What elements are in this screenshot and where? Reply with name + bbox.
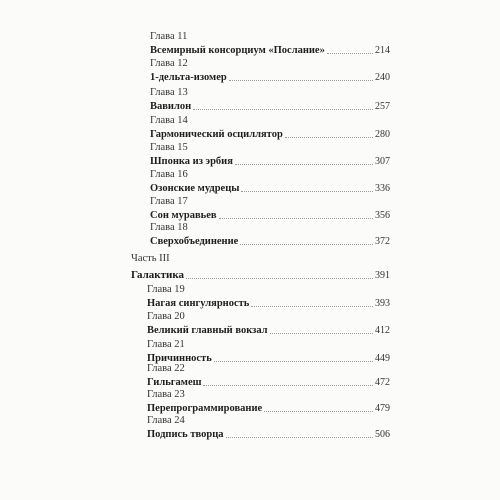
chapter-label: Глава 14 xyxy=(150,115,188,126)
chapter-title: Перепрограммирование xyxy=(147,403,263,414)
page-number: 280 xyxy=(375,129,390,140)
toc-entry-chapter-22[interactable] xyxy=(147,363,390,391)
chapter-title: Гармонический осциллятор xyxy=(150,129,283,140)
chapter-title: Всемирный консорциум «Послание» xyxy=(150,45,325,56)
page-number: 307 xyxy=(375,156,390,167)
page-number: 391 xyxy=(375,270,390,281)
page-number: 393 xyxy=(375,298,390,309)
chapter-label: Глава 22 xyxy=(147,363,185,374)
toc-entry-chapter-12[interactable] xyxy=(150,58,390,86)
toc-entry-chapter-20[interactable] xyxy=(147,311,390,339)
chapter-label: Глава 20 xyxy=(147,311,185,322)
dot-leader xyxy=(327,52,373,54)
dot-leader xyxy=(203,384,373,386)
chapter-title: Подпись творца xyxy=(147,429,224,440)
dot-leader xyxy=(186,277,373,279)
toc-entry-chapter-24[interactable] xyxy=(147,415,390,443)
chapter-label: Глава 11 xyxy=(150,31,188,42)
toc-entry-chapter-17[interactable] xyxy=(150,196,390,224)
chapter-label: Глава 17 xyxy=(150,196,188,207)
chapter-title: Причинность xyxy=(147,353,212,364)
chapter-title: Великий главный вокзал xyxy=(147,325,268,336)
chapter-label: Глава 23 xyxy=(147,389,185,400)
toc-entry-chapter-19[interactable] xyxy=(147,284,390,312)
dot-leader xyxy=(229,79,373,81)
dot-leader xyxy=(240,243,373,245)
dot-leader xyxy=(235,163,373,165)
toc-entry-chapter-15[interactable] xyxy=(150,142,390,170)
dot-leader xyxy=(264,410,373,412)
chapter-title: Сверхобъединение xyxy=(150,236,239,247)
page-number: 336 xyxy=(375,183,390,194)
chapter-label: Глава 18 xyxy=(150,222,188,233)
toc-entry-chapter-13[interactable] xyxy=(150,87,390,115)
page-number: 506 xyxy=(375,429,390,440)
chapter-title: Вавилон xyxy=(150,101,192,112)
page-number: 356 xyxy=(375,210,390,221)
dot-leader xyxy=(285,136,373,138)
part-label: Часть III xyxy=(131,253,170,264)
chapter-label: Глава 19 xyxy=(147,284,185,295)
chapter-label: Глава 12 xyxy=(150,58,188,69)
chapter-label: Глава 13 xyxy=(150,87,188,98)
chapter-label: Глава 24 xyxy=(147,415,185,426)
chapter-title: Сон муравьев xyxy=(150,210,217,221)
page-number: 479 xyxy=(375,403,390,414)
page-number: 472 xyxy=(375,377,390,388)
toc-entry-chapter-18[interactable] xyxy=(150,222,390,250)
page-number: 412 xyxy=(375,325,390,336)
toc-entry-chapter-14[interactable] xyxy=(150,115,390,143)
toc-entry-chapter-11[interactable] xyxy=(150,31,390,59)
part-title: Галактика xyxy=(131,269,185,281)
dot-leader xyxy=(251,305,373,307)
toc-part-3[interactable] xyxy=(131,253,390,283)
page-number: 372 xyxy=(375,236,390,247)
chapter-title: Озонские мудрецы xyxy=(150,183,240,194)
chapter-title: Нагая сингулярность xyxy=(147,298,250,309)
toc-entry-chapter-23[interactable] xyxy=(147,389,390,417)
chapter-title: Гильгамеш xyxy=(147,377,202,388)
chapter-label: Глава 16 xyxy=(150,169,188,180)
page-number: 240 xyxy=(375,72,390,83)
page-number: 449 xyxy=(375,353,390,364)
page-number: 257 xyxy=(375,101,390,112)
chapter-title: 1-дельта-изомер xyxy=(150,72,227,83)
chapter-label: Глава 15 xyxy=(150,142,188,153)
dot-leader xyxy=(219,217,373,219)
toc-entry-chapter-16[interactable] xyxy=(150,169,390,197)
dot-leader xyxy=(214,360,373,362)
chapter-title: Шпонка из эрбия xyxy=(150,156,233,167)
dot-leader xyxy=(193,108,373,110)
dot-leader xyxy=(226,436,373,438)
dot-leader xyxy=(241,190,373,192)
dot-leader xyxy=(270,332,373,334)
chapter-label: Глава 21 xyxy=(147,339,185,350)
page-number: 214 xyxy=(375,45,390,56)
